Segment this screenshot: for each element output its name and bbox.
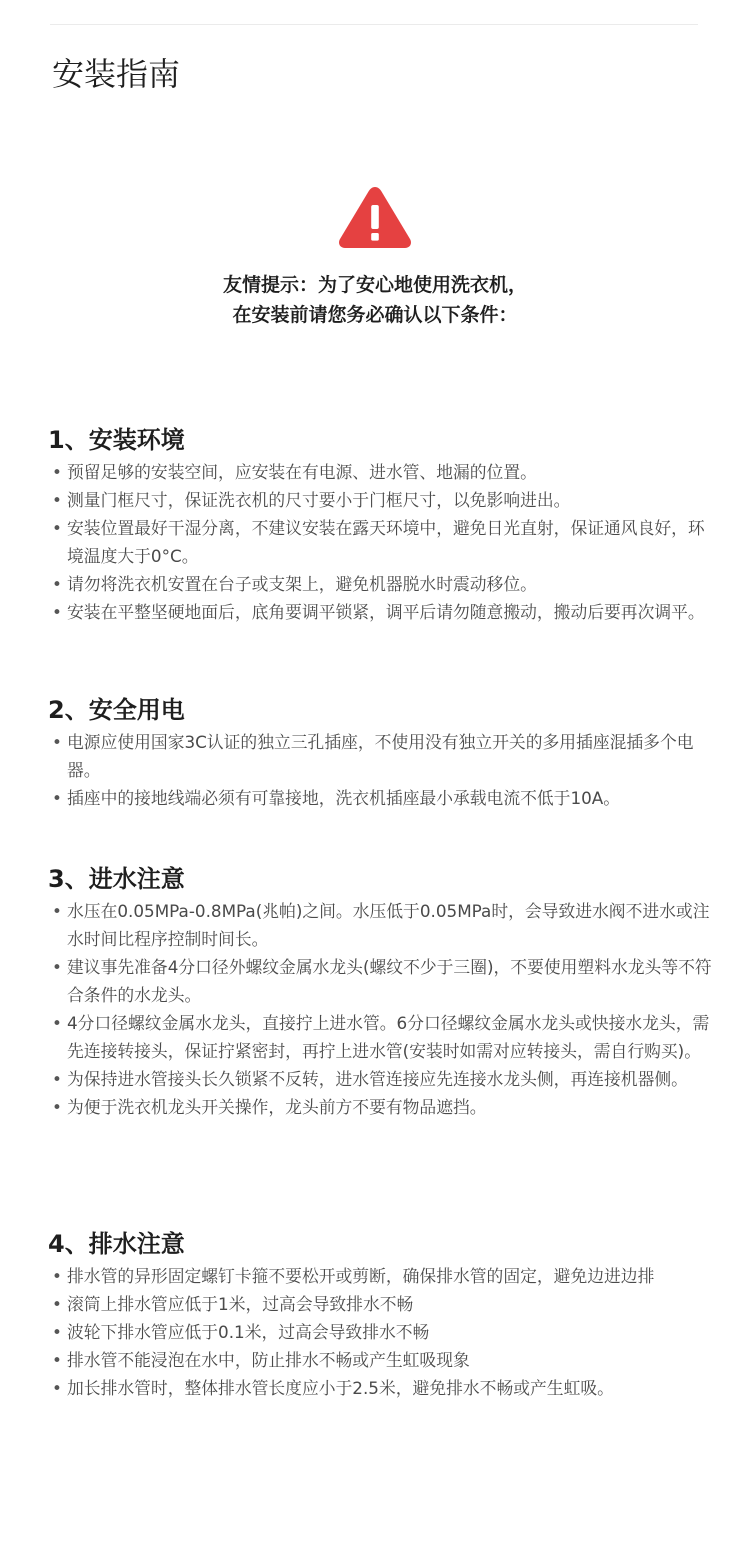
list-item: • 测量门框尺寸，保证洗衣机的尺寸要小于门框尺寸，以免影响进出。	[48, 486, 718, 514]
list-item: • 安装在平整坚硬地面后，底角要调平锁紧，调平后请勿随意搬动，搬动后要再次调平。	[48, 598, 718, 626]
bullet-list	[48, 458, 718, 626]
section-electrical-safety	[48, 694, 718, 812]
notice-line-2: 在安装前请您务必确认以下条件：	[232, 304, 518, 326]
list-item: • 预留足够的安装空间，应安装在有电源、进水管、地漏的位置。	[48, 458, 718, 486]
bullet-list	[48, 897, 718, 1121]
list-item: • 排水管不能浸泡在水中，防止排水不畅或产生虹吸现象	[48, 1346, 718, 1374]
list-item: • 电源应使用国家3C认证的独立三孔插座，不使用没有独立开关的多用插座混插多个电器。	[48, 728, 718, 784]
list-item: • 请勿将洗衣机安置在台子或支架上，避免机器脱水时震动移位。	[48, 570, 718, 598]
page-title: 安装指南	[52, 55, 181, 93]
list-item: • 为便于洗衣机龙头开关操作，龙头前方不要有物品遮挡。	[48, 1093, 718, 1121]
top-divider	[50, 24, 698, 25]
list-item: • 建议事先准备4分口径外螺纹金属水龙头(螺纹不少于三圈)，不要使用塑料水龙头等不符合条件的水龙头。	[48, 953, 718, 1009]
list-item: • 4分口径螺纹金属水龙头，直接拧上进水管。6分口径螺纹金属水龙头或快接水龙头，需先连接转接头，保证拧紧密封，再拧上进水管(安装时如需对应转接头，需自行购买)。	[48, 1009, 718, 1065]
list-item: • 为保持进水管接头长久锁紧不反转，进水管连接应先连接水龙头侧，再连接机器侧。	[48, 1065, 718, 1093]
section-water-inlet	[48, 863, 718, 1121]
section-heading: 1、安装环境	[48, 426, 185, 454]
warning-triangle-icon	[335, 183, 415, 251]
bullet-list	[48, 728, 718, 812]
section-install-environment	[48, 424, 718, 626]
list-item: • 排水管的异形固定螺钉卡箍不要松开或剪断，确保排水管的固定，避免边进边排	[48, 1262, 718, 1290]
list-item: • 插座中的接地线端必须有可靠接地，洗衣机插座最小承载电流不低于10A。	[48, 784, 718, 812]
notice-text	[0, 270, 750, 330]
notice-line-1: 友情提示：为了安心地使用洗衣机，	[222, 274, 527, 296]
list-item: • 安装位置最好干湿分离，不建议安装在露天环境中，避免日光直射，保证通风良好，环境温度大于0°C。	[48, 514, 718, 570]
section-drainage	[48, 1228, 718, 1402]
bullet-list	[48, 1262, 718, 1402]
section-heading: 3、进水注意	[48, 865, 185, 893]
list-item: • 水压在0.05MPa-0.8MPa(兆帕)之间。水压低于0.05MPa时，会导致进水阀不进水或注水时间比程序控制时间长。	[48, 897, 718, 953]
list-item: • 滚筒上排水管应低于1米，过高会导致排水不畅	[48, 1290, 718, 1318]
list-item: • 波轮下排水管应低于0.1米，过高会导致排水不畅	[48, 1318, 718, 1346]
section-heading: 4、排水注意	[48, 1230, 185, 1258]
section-heading: 2、安全用电	[48, 696, 185, 724]
list-item: • 加长排水管时，整体排水管长度应小于2.5米，避免排水不畅或产生虹吸。	[48, 1374, 718, 1402]
